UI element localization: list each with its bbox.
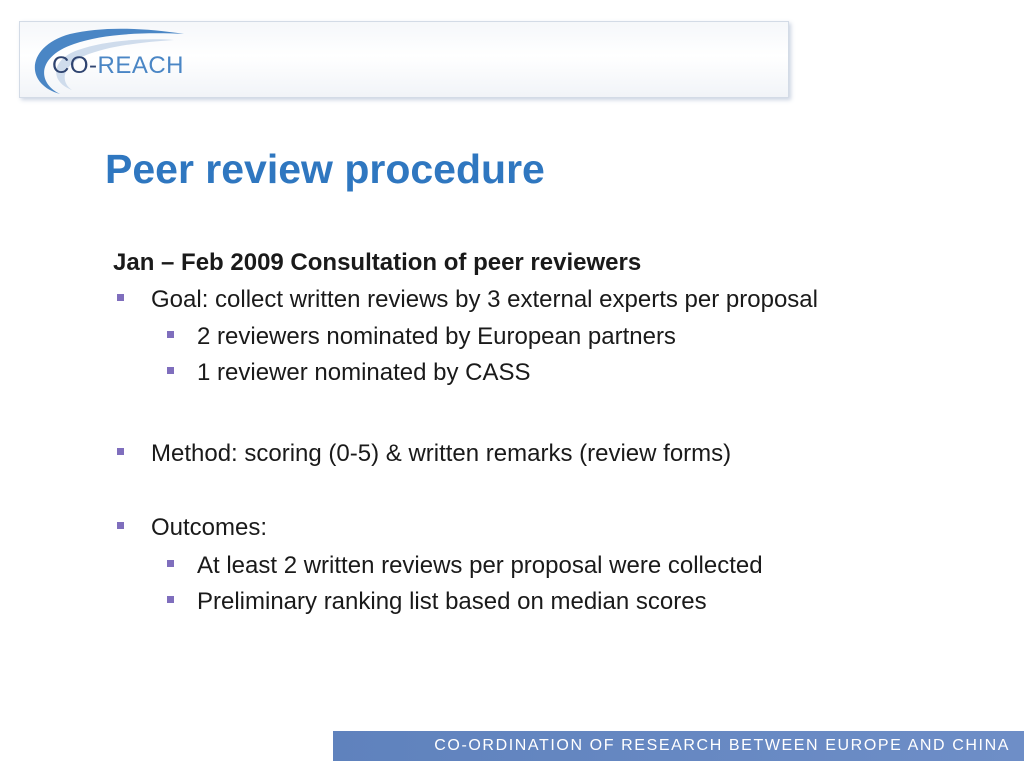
sub-bullet-outcomes-1: At least 2 written reviews per proposal were collected <box>197 552 763 579</box>
footer-tagline: CO-ORDINATION OF RESEARCH BETWEEN EUROPE AND CHINA <box>434 737 1010 754</box>
bullet-icon <box>167 560 174 567</box>
bullet-method: Method: scoring (0-5) & written remarks (review forms) <box>151 440 732 467</box>
bullet-icon <box>117 294 124 301</box>
sub-bullet-goal-1: 2 reviewers nominated by European partners <box>197 323 676 350</box>
bullet-icon <box>117 522 124 529</box>
logo-co: CO- <box>52 52 98 79</box>
logo-wordmark <box>52 52 184 80</box>
bullet-goal: Goal: collect written reviews by 3 external experts per proposal <box>151 286 818 313</box>
bullet-icon <box>167 367 174 374</box>
bullet-icon <box>117 448 124 455</box>
slide-title: Peer review procedure <box>105 146 545 192</box>
bullet-icon <box>167 596 174 603</box>
footer-bar <box>333 731 1024 761</box>
sub-bullet-outcomes-2: Preliminary ranking list based on median scores <box>197 588 707 615</box>
bullet-icon <box>167 331 174 338</box>
logo-reach: REACH <box>97 52 185 79</box>
logo-banner <box>19 21 789 98</box>
section-heading: Jan – Feb 2009 Consultation of peer reviewers <box>113 249 642 276</box>
bullet-outcomes: Outcomes: <box>151 514 268 541</box>
sub-bullet-goal-2: 1 reviewer nominated by CASS <box>197 359 531 386</box>
